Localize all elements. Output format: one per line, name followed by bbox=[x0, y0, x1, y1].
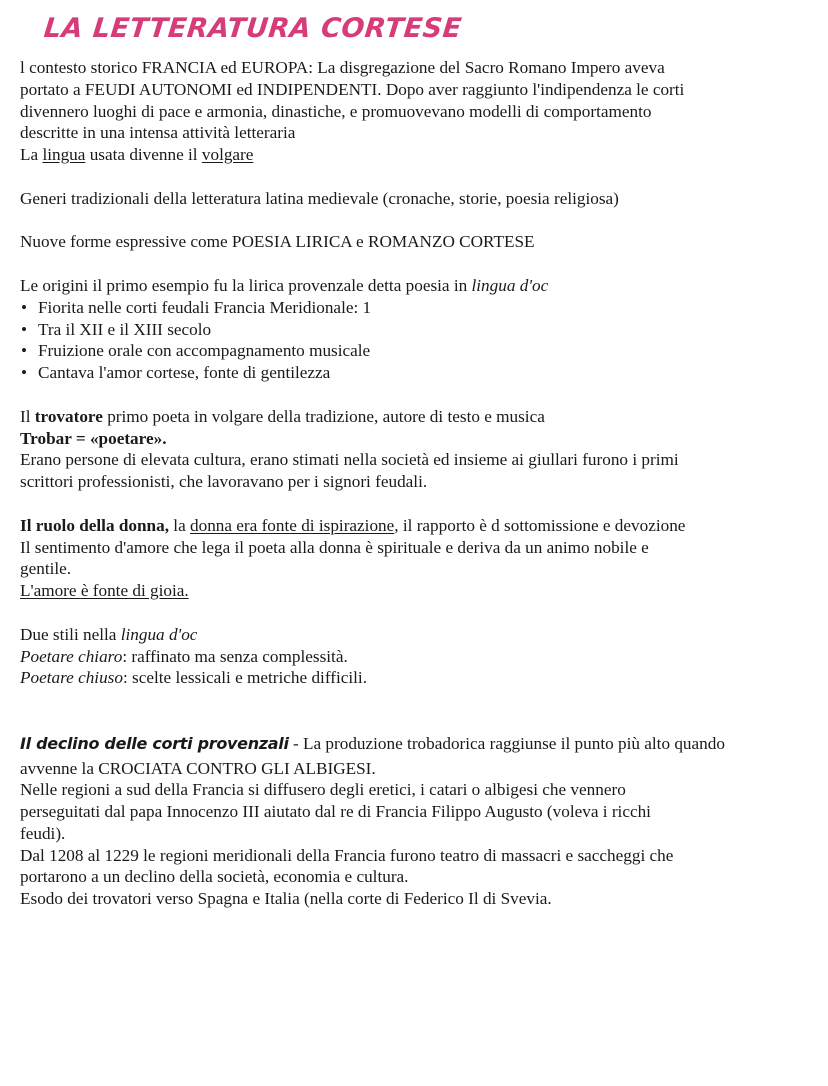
text-fragment: : raffinato ma senza complessità. bbox=[122, 646, 348, 666]
bold-term: trovatore bbox=[34, 406, 103, 426]
underlined-term: volgare bbox=[201, 145, 254, 165]
origini-bullet-list bbox=[20, 297, 820, 384]
intro-section bbox=[20, 57, 820, 166]
italic-term: Poetare chiaro bbox=[20, 646, 123, 666]
generi-paragraph: Generi tradizionali della letteratura latina medievale (cronache, storie, poesia religiosa) bbox=[20, 188, 619, 208]
text-line: scrittori professionisti, che lavoravano per i signori feudali. bbox=[20, 472, 428, 492]
donna-line bbox=[20, 515, 820, 537]
section-heading: Il declino delle corti provenzali bbox=[20, 733, 289, 753]
text-fragment: La produzione trobadorica raggiunse il punto più alto quando bbox=[303, 733, 725, 753]
list-item: • Tra il XII e il XIII secolo bbox=[20, 319, 820, 341]
text-fragment: usata divenne il bbox=[85, 145, 202, 165]
underlined-term: donna era fonte di ispirazione bbox=[190, 515, 395, 535]
text-fragment: La bbox=[20, 145, 43, 165]
nuove-forme-paragraph: Nuove forme espressive come POESIA LIRICA e ROMANZO CORTESE bbox=[20, 232, 535, 252]
underlined-term: L'amore è fonte di gioia. bbox=[20, 581, 189, 601]
text-line: l contesto storico FRANCIA ed EUROPA: La disgregazione del Sacro Romano Impero aveva bbox=[20, 58, 665, 77]
italic-term: lingua d'oc bbox=[471, 275, 549, 295]
text-line: feudi). bbox=[20, 823, 66, 843]
text-fragment: Le origini il primo esempio fu la lirica provenzale detta poesia in bbox=[20, 275, 472, 295]
document-body bbox=[20, 57, 820, 910]
text-line: perseguitati dal papa Innocenzo III aiutato dal re di Francia Filippo Augusto (voleva i ricchi bbox=[20, 802, 651, 822]
trovatore-section bbox=[20, 406, 820, 493]
stili-line bbox=[20, 624, 820, 646]
text-fragment: , il rapporto è d sottomissione e devozione bbox=[394, 515, 686, 535]
text-line: Il sentimento d'amore che lega il poeta alla donna è spirituale e deriva da un animo nobile e bbox=[20, 537, 649, 557]
text-line: descritte in una intensa attività letteraria bbox=[20, 123, 296, 143]
italic-term: Poetare chiuso bbox=[20, 668, 123, 688]
text-line: Nelle regioni a sud della Francia si diffusero degli eretici, i catari o albigesi che vennero bbox=[20, 780, 626, 800]
text-line: gentile. bbox=[20, 559, 72, 579]
text-line: Esodo dei trovatori verso Spagna e Italia (nella corte di Federico Il di Svevia. bbox=[20, 889, 552, 909]
italic-term: lingua d'oc bbox=[120, 624, 198, 644]
text-line: portato a FEUDI AUTONOMI ed INDIPENDENTI. Dopo aver raggiunto l'indipendenza le corti bbox=[20, 79, 685, 99]
trovatore-line bbox=[20, 406, 820, 428]
text-fragment: primo poeta in volgare della tradizione, autore di testo e musica bbox=[102, 406, 545, 426]
text-line: portarono a un declino della società, economia e cultura. bbox=[20, 867, 409, 887]
donna-section bbox=[20, 515, 820, 602]
text-line: Dal 1208 al 1229 le regioni meridionali della Francia furono teatro di massacri e saccheggi che bbox=[20, 845, 674, 865]
declino-heading-line bbox=[20, 733, 820, 755]
language-line bbox=[20, 144, 820, 166]
text-line: avvenne la CROCIATA CONTRO GLI ALBIGESI. bbox=[20, 758, 376, 778]
origini-line bbox=[20, 275, 820, 297]
text-line: divennero luoghi di pace e armonia, dinastiche, e promuovevano modelli di comportamento bbox=[20, 101, 652, 121]
text-fragment: Due stili nella bbox=[20, 624, 121, 644]
trobar-line: Trobar = «poetare». bbox=[20, 428, 167, 448]
underlined-term: lingua bbox=[42, 145, 86, 165]
text-fragment: la bbox=[169, 515, 190, 535]
list-item: • Fruizione orale con accompagnamento musicale bbox=[20, 340, 820, 362]
stili-section bbox=[20, 624, 820, 689]
origini-section bbox=[20, 275, 820, 384]
text-fragment: Il bbox=[20, 406, 35, 426]
list-item: • Fiorita nelle corti feudali Francia Meridionale: 1 bbox=[20, 297, 820, 319]
list-item: • Cantava l'amor cortese, fonte di gentilezza bbox=[20, 362, 820, 384]
section-heading: Il ruolo della donna, bbox=[20, 515, 169, 535]
text-fragment: : scelte lessicali e metriche difficili. bbox=[122, 668, 367, 688]
page-title: LA LETTERATURA CORTESE bbox=[42, 13, 464, 44]
chiuso-line bbox=[20, 667, 820, 689]
text-line: Erano persone di elevata cultura, erano stimati nella società ed insieme ai giullari furono i primi bbox=[20, 450, 679, 470]
text-fragment: - bbox=[288, 733, 303, 753]
chiaro-line bbox=[20, 646, 820, 668]
declino-section bbox=[20, 733, 820, 910]
amore-line bbox=[20, 580, 820, 602]
